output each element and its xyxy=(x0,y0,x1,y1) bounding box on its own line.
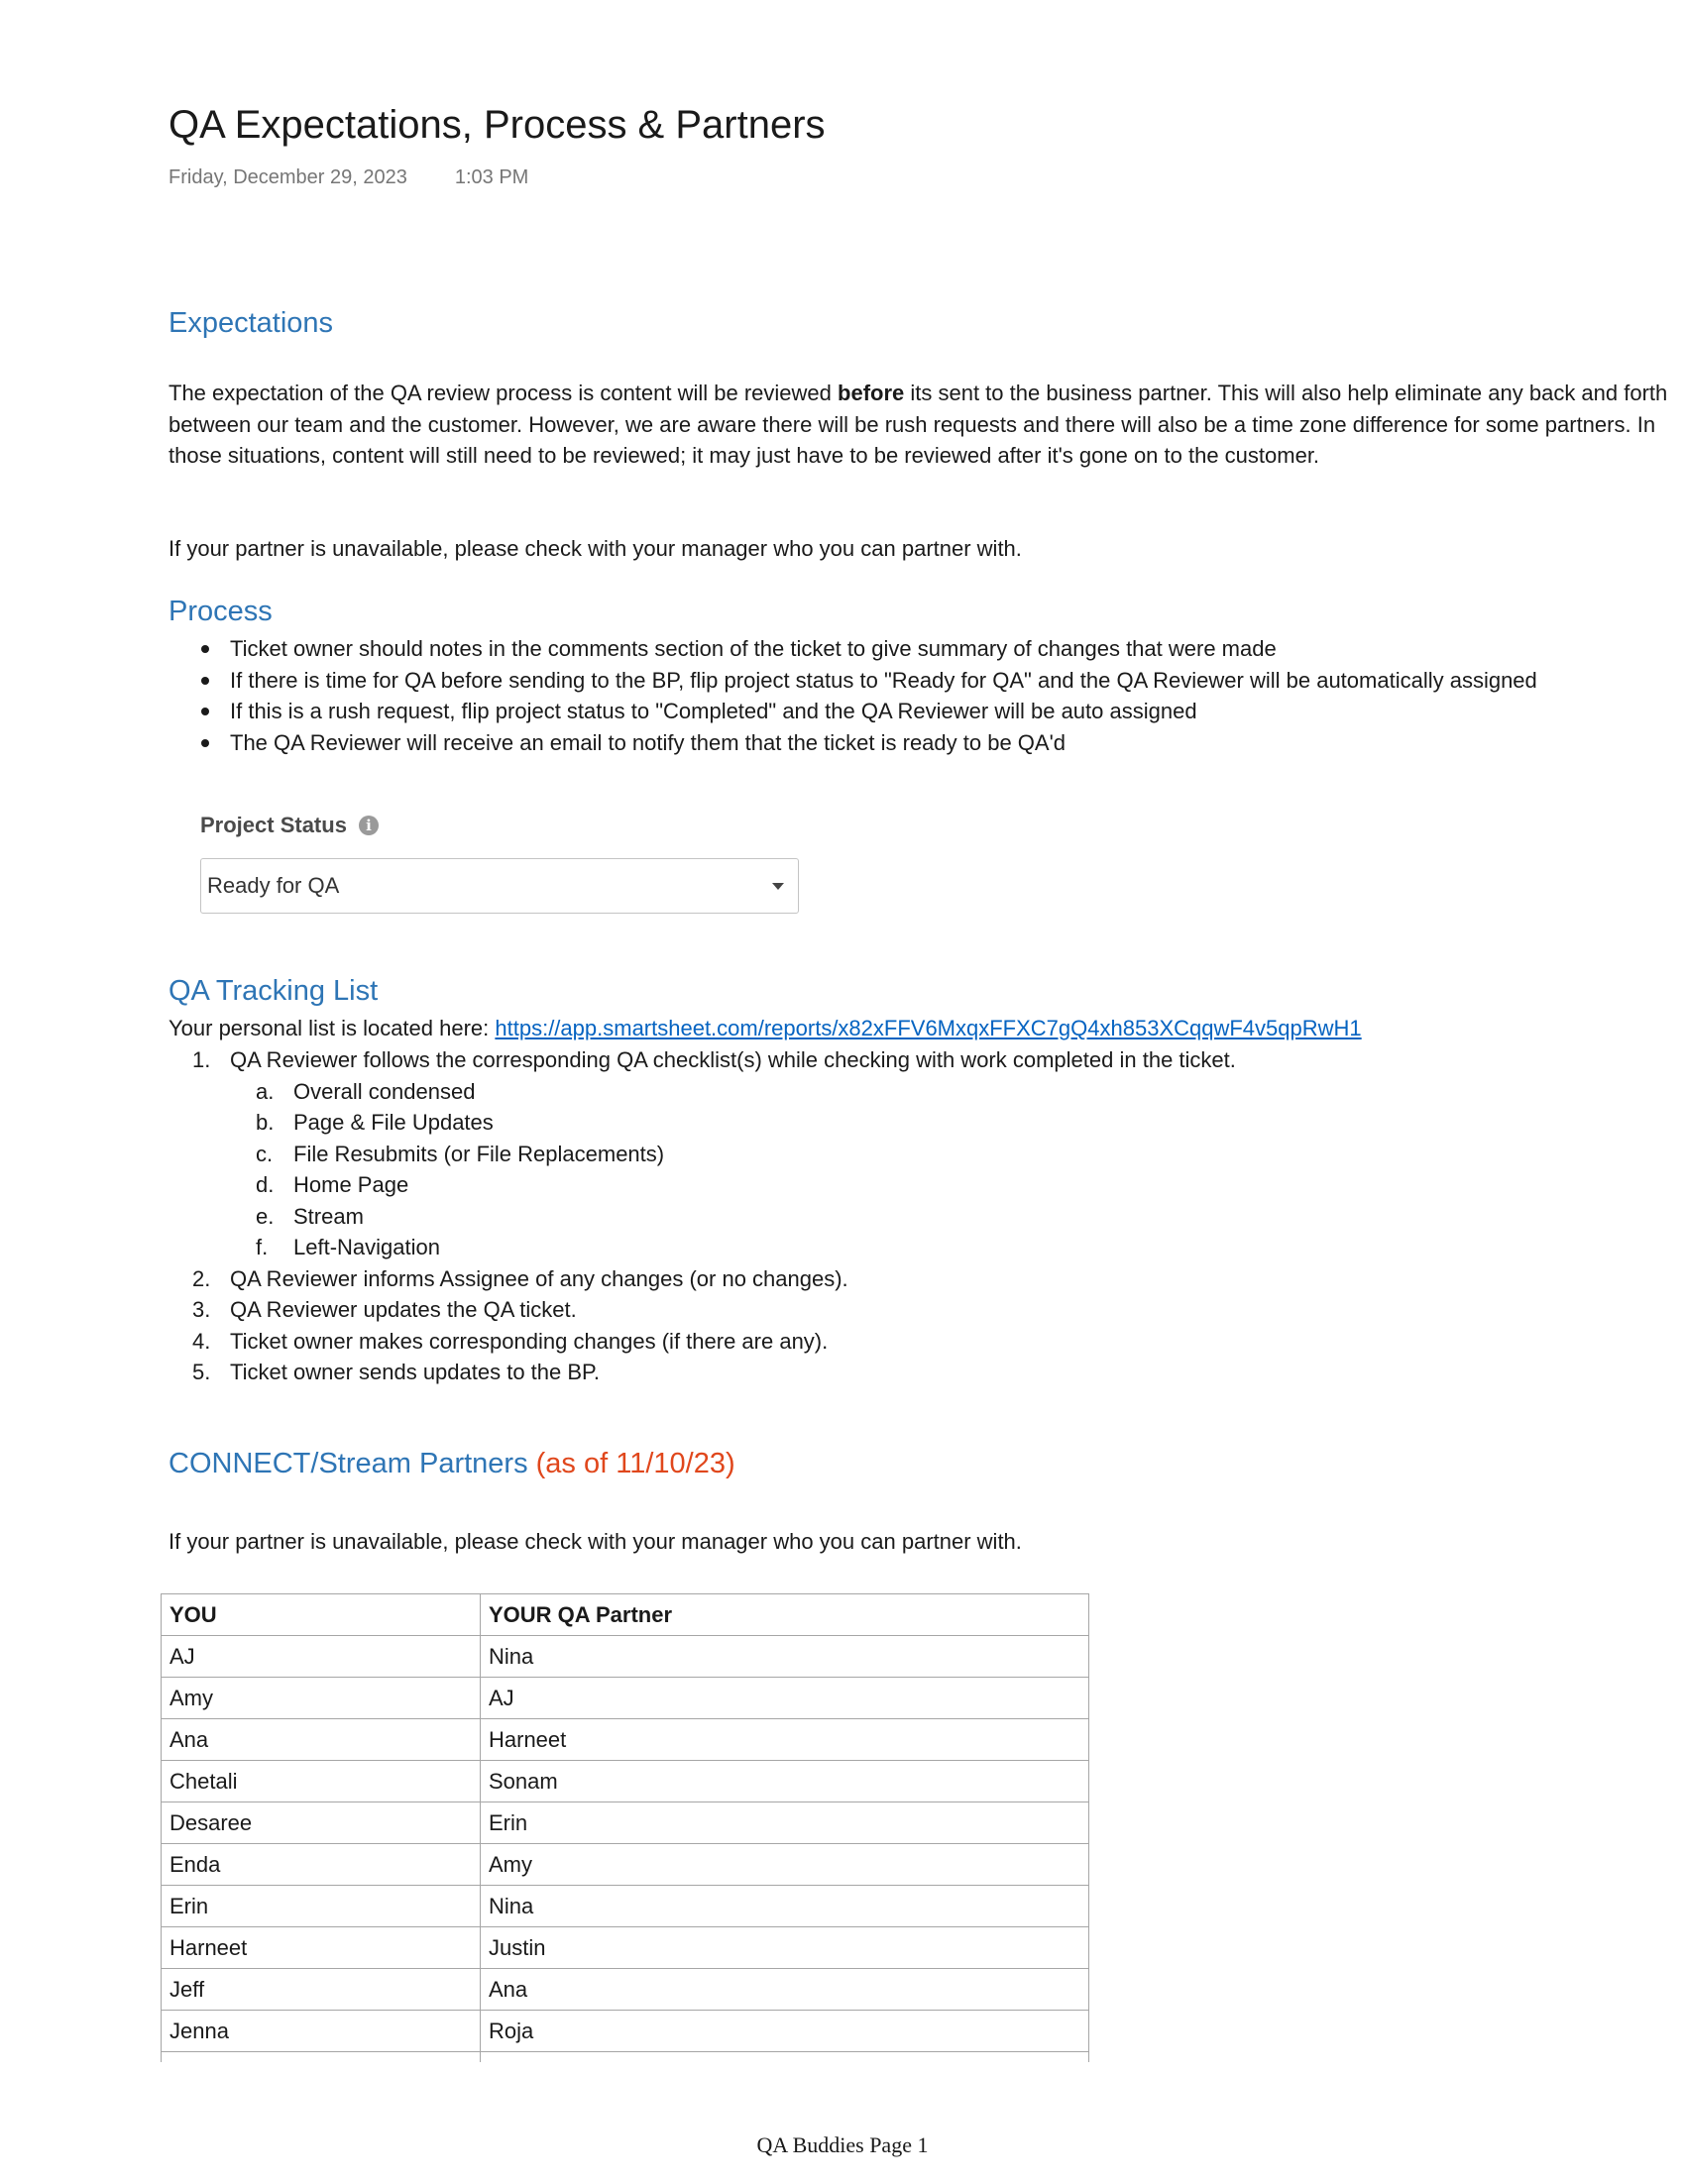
tracking-steps-list xyxy=(168,1044,1655,1388)
step-number: c. xyxy=(256,1141,274,1166)
step-text: QA Reviewer informs Assignee of any changes (or no changes). xyxy=(230,1265,848,1291)
step-text: Stream xyxy=(293,1203,364,1229)
tracking-step xyxy=(168,1294,1655,1326)
info-icon: i xyxy=(359,816,379,835)
expectations-text-1: The expectation of the QA review process is content will be reviewed xyxy=(168,381,839,405)
expectations-text-2: its sent to the business partner. This will also help eliminate any back and forth between our team and the customer. However, we are aware there will be rush requests and there will also be a time zone difference for some partners. In those situations, content will still need to be reviewed; it may just have to be reviewed after it's gone on to the customer. xyxy=(168,381,1668,468)
expectations-paragraph xyxy=(168,378,1675,472)
process-bullet: If this is a rush request, flip project status to "Completed" and the QA Reviewer will be auto assigned xyxy=(230,696,1685,727)
partners-heading-date: (as of 11/10/23) xyxy=(535,1448,735,1479)
cell-partner: Nina xyxy=(481,1886,1089,1927)
tracking-substep xyxy=(168,1076,1655,1108)
step-text: Left-Navigation xyxy=(293,1235,440,1259)
process-bullet: If there is time for QA before sending to the BP, flip project status to "Ready for QA" and the QA Reviewer will be automatically assigned xyxy=(230,665,1685,697)
column-header-you: YOU xyxy=(162,1594,481,1636)
tracking-step xyxy=(168,1263,1655,1295)
step-number: f. xyxy=(256,1235,269,1259)
tracking-step xyxy=(168,1326,1655,1358)
page-date-time xyxy=(168,166,528,189)
cell-you: Amy xyxy=(162,1678,481,1719)
tracking-substep xyxy=(168,1139,1655,1170)
process-heading: Process xyxy=(168,596,273,627)
tracking-substep xyxy=(168,1201,1655,1233)
step-number: 3. xyxy=(192,1297,211,1322)
tracking-intro xyxy=(168,1013,1675,1044)
page-title: QA Expectations, Process & Partners xyxy=(168,103,826,147)
step-number: d. xyxy=(256,1172,275,1197)
cell-you: Ana xyxy=(162,1719,481,1761)
cell-partner: Sonam xyxy=(481,1761,1089,1802)
step-number: 5. xyxy=(192,1360,211,1384)
partners-heading-text: CONNECT/Stream Partners xyxy=(168,1448,528,1479)
tracking-step xyxy=(168,1357,1655,1388)
cell-you: Erin xyxy=(162,1886,481,1927)
step-number: a. xyxy=(256,1078,275,1104)
table-row xyxy=(162,1927,1089,1969)
process-bullet-list xyxy=(168,633,1685,758)
step-number: 4. xyxy=(192,1328,211,1354)
partners-heading xyxy=(168,1448,735,1480)
page-time: 1:03 PM xyxy=(454,166,529,188)
table-row xyxy=(162,2011,1089,2052)
step-text: Home Page xyxy=(293,1172,409,1197)
step-text: Page & File Updates xyxy=(293,1110,494,1135)
cell-you: Jenna xyxy=(162,2011,481,2052)
step-number: 2. xyxy=(192,1265,211,1291)
cell-partner: Roja xyxy=(481,2011,1089,2052)
process-bullet: Ticket owner should notes in the comments section of the ticket to give summary of changes that were made xyxy=(230,633,1685,665)
expectations-bold-text: before xyxy=(838,381,905,405)
page-date: Friday, December 29, 2023 xyxy=(168,166,407,188)
smartsheet-report-link[interactable]: https://app.smartsheet.com/reports/x82xFFV6MxqxFFXC7gQ4xh853XCqqwF4v5qpRwH1 xyxy=(495,1016,1362,1040)
step-number: e. xyxy=(256,1203,275,1229)
cell-partner: AJ xyxy=(481,1678,1089,1719)
project-status-value: Ready for QA xyxy=(207,873,340,898)
table-row-continued xyxy=(162,2052,1089,2062)
table-row xyxy=(162,1969,1089,2011)
project-status-dropdown xyxy=(200,858,799,914)
step-text: File Resubmits (or File Replacements) xyxy=(293,1141,665,1166)
table-row xyxy=(162,1678,1089,1719)
expectations-partner-note: If your partner is unavailable, please check with your manager who you can partner with. xyxy=(168,536,1022,561)
tracking-substep xyxy=(168,1232,1655,1263)
table-row xyxy=(162,1719,1089,1761)
column-header-partner: YOUR QA Partner xyxy=(481,1594,1089,1636)
chevron-down-icon xyxy=(772,883,784,890)
cell-partner: Justin xyxy=(481,1927,1089,1969)
cell-you: AJ xyxy=(162,1636,481,1678)
step-number: 1. xyxy=(192,1047,211,1072)
page-footer: QA Buddies Page 1 xyxy=(756,2132,929,2157)
cell-partner: Nina xyxy=(481,1636,1089,1678)
cell-you: Chetali xyxy=(162,1761,481,1802)
cell-you: Desaree xyxy=(162,1802,481,1844)
cell-you: Jeff xyxy=(162,1969,481,2011)
table-row xyxy=(162,1636,1089,1678)
expectations-heading: Expectations xyxy=(168,307,334,339)
step-text: QA Reviewer updates the QA ticket. xyxy=(230,1297,577,1322)
step-text: Ticket owner sends updates to the BP. xyxy=(230,1360,601,1384)
cell-you: Harneet xyxy=(162,1927,481,1969)
tracking-intro-text: Your personal list is located here: xyxy=(168,1016,496,1040)
cell-partner: Ana xyxy=(481,1969,1089,2011)
tracking-substep xyxy=(168,1169,1655,1201)
cell-you: Enda xyxy=(162,1844,481,1886)
partners-table xyxy=(161,1593,1089,2062)
cell-partner: Amy xyxy=(481,1844,1089,1886)
table-row xyxy=(162,1844,1089,1886)
project-status-label xyxy=(200,813,815,838)
cell-partner-continued xyxy=(481,2052,1089,2062)
table-row xyxy=(162,1802,1089,1844)
table-row xyxy=(162,1886,1089,1927)
table-row xyxy=(162,1761,1089,1802)
table-header-row xyxy=(162,1594,1089,1636)
cell-partner: Erin xyxy=(481,1802,1089,1844)
project-status-screenshot xyxy=(200,813,815,914)
step-text: Overall condensed xyxy=(293,1078,476,1104)
tracking-substep xyxy=(168,1107,1655,1139)
step-text: QA Reviewer follows the corresponding QA checklist(s) while checking with work completed in the ticket. xyxy=(230,1047,1236,1072)
project-status-label-text: Project Status xyxy=(200,813,347,837)
step-text: Ticket owner makes corresponding changes (if there are any). xyxy=(230,1328,829,1354)
tracking-heading: QA Tracking List xyxy=(168,975,379,1007)
tracking-step xyxy=(168,1044,1655,1076)
step-number: b. xyxy=(256,1110,275,1135)
partners-note: If your partner is unavailable, please check with your manager who you can partner with. xyxy=(168,1529,1022,1554)
cell-partner: Harneet xyxy=(481,1719,1089,1761)
cell-you-continued xyxy=(162,2052,481,2062)
process-bullet: The QA Reviewer will receive an email to notify them that the ticket is ready to be QA'd xyxy=(230,727,1685,759)
